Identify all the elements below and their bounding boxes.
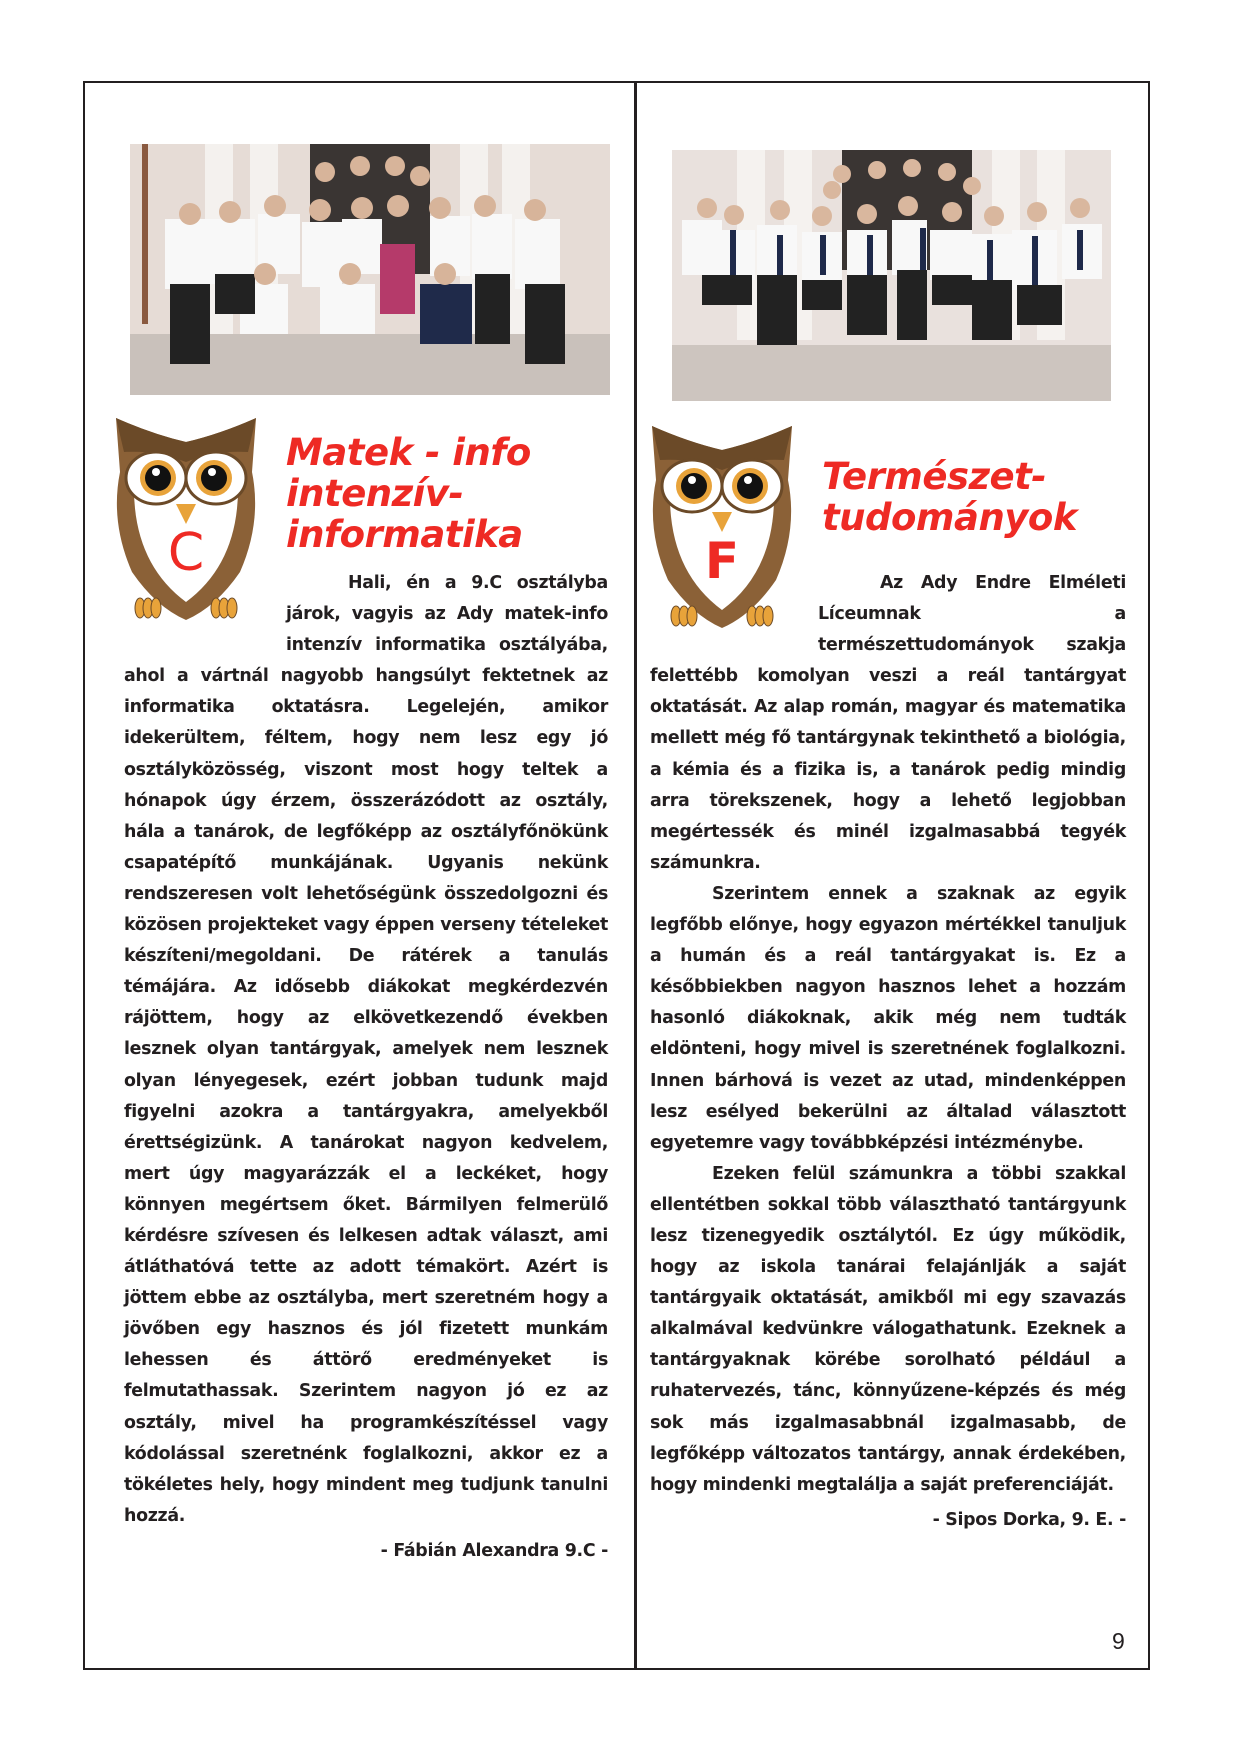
article-paragraph: Szerintem ennek a szaknak az egyik legfőbb előnye, hogy egyazon mértékkel tanuljuk a humán és a reál tantárgyakat is. Ez a későbbiekben nagyon hasznos lehet a hozzám hasonló diákoknak, akik még nem tudták eldönteni, hogy mivel is szeretnének foglalkozni. Innen bárhová is vezet az utad, mindenképpen lesz esélyed bekerülni az általad választott egyetemre vagy továbbképzési intézménybe.: [650, 883, 1126, 1153]
owl-spacer: [650, 568, 818, 661]
article-paragraph: Az Ady Endre Elméleti Líceumnak a természettudományok szakja felettébb komolyan veszi a reál tantárgyat oktatását. Az alap román, magyar és matematika mellett még fő tantárgynak tekinthető a biológia, a kémia és a fizika is, a tanárok pedig mindig arra törekszenek, hogy a lehető legjobban megértessék és minél izgalmasabbá tegyék számunkra.: [650, 573, 1126, 873]
article-title-termeszettudomanyok: [822, 456, 1142, 538]
title-line: Természet-: [822, 455, 1047, 498]
title-line: informatika: [286, 513, 523, 556]
title-line: Matek - info: [286, 431, 531, 474]
owl-spacer: [124, 568, 286, 661]
page-number: 9: [1112, 1628, 1125, 1654]
title-line: intenzív-: [286, 472, 464, 515]
article-paragraph: Hali, én a 9.C osztályba járok, vagyis az Ady matek-info intenzív informatika osztályába, ahol a vártnál nagyobb hangsúlyt fektetnek az informatika oktatásra. Legelején, amikor idekerültem, féltem, hogy nem lesz egy jó osztályközösség, viszont most hogy teltek a hónapok úgy érzem, összerázódott az osztály, hála a tanárok, de legfőképp az osztályfőnökünk csapatépítő munkájának. Ugyanis nekünk rendszeresen volt lehetőségünk összedolgozni és közösen projekteket vagy éppen verseny tételeket készíteni/megoldani. De rátérek a tanulás témájára. Az idősebb diákokat megkérdezvén rájöttem, hogy az elkövetkezendő években lesznek olyan tantárgyak, amelyek nem lesznek olyan lényegesek, ezért jobban tudunk majd figyelni azokra a tantárgyakra, amelyekből érettségizünk. A tanárokat nagyon kedvelem, mert úgy magyarázzák el a leckéket, hogy könnyen megértsem őket. Bármilyen felmerülő kérdésre szívesen és lelkesen adtak választ, ami átláthatóvá tette az adott témakört. Azért is jöttem ebbe az osztályba, mert szeretném hogy a jövőben egy hasznos és jól fizetett munkám lehessen és áttörő eredményeket is felmutathassak. Szerintem nagyon jó ez az osztály, mivel ha programkészítéssel vagy kódolással szeretnénk foglalkozni, akkor ez a tökéletes hely, hogy mindent meg tudjunk tanulni hozzá.: [124, 573, 608, 1526]
author-signature: - Sipos Dorka, 9. E. -: [932, 1509, 1126, 1530]
column-divider: [634, 81, 637, 1670]
svg-text:F: F: [704, 532, 740, 590]
author-signature: - Fábián Alexandra 9.C -: [380, 1540, 608, 1561]
title-line: tudományok: [822, 496, 1077, 539]
article-title-matek-info: [286, 432, 606, 555]
article-body-right: [650, 568, 1126, 1536]
article-paragraph: Ezeken felül számunkra a többi szakkal ellentétben sokkal több választható tantárgyunk lesz tizenegyedik osztálytól. Ez úgy működik, hogy az iskola tanárai felajánlják a saját tantárgyaik oktatását, amikből mi egy szavazás alkalmával kedvünkre válogathatunk. Ezeknek a tantárgyaknak körébe sorolható például a ruhatervezés, tánc, könnyűzene-képzés és még sok más izgalmasabbnál izgalmasabb, de legfőképp változatos tantárgy, annak érdekében, hogy mindenki megtalálja a saját preferenciáját.: [650, 1163, 1126, 1495]
class-photo-right: [672, 150, 1111, 401]
svg-text:C: C: [167, 523, 205, 583]
class-photo-left: [130, 144, 610, 395]
article-body-left: [124, 568, 608, 1567]
